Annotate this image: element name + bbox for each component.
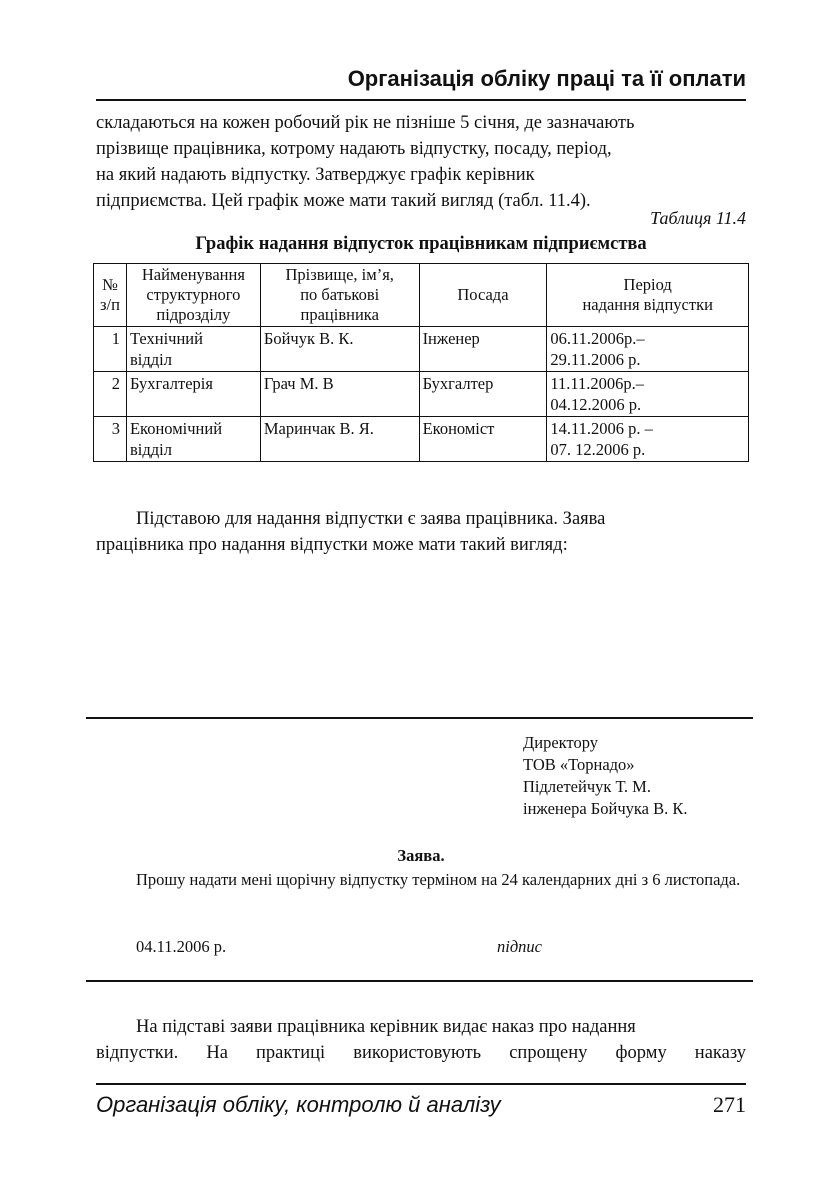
cell-position: Бухгалтер bbox=[419, 372, 547, 417]
cell-line: 11.11.2006р.– bbox=[550, 374, 645, 393]
header-position bbox=[419, 264, 547, 327]
cell-line: 07. 12.2006 р. bbox=[550, 440, 646, 459]
header-num bbox=[94, 264, 127, 327]
text-line: складаються на кожен робочий рік не пізніше 5 січня, де зазначають bbox=[96, 113, 635, 133]
application-title: Заява. bbox=[397, 846, 445, 865]
application-addressee bbox=[523, 732, 687, 820]
cell-unit bbox=[126, 327, 260, 372]
header-line: структурного bbox=[146, 285, 241, 304]
cell-line: відділ bbox=[129, 440, 172, 459]
cell-position: Економіст bbox=[419, 417, 547, 462]
header-line: підрозділу bbox=[156, 305, 231, 324]
cell-line: 29.11.2006 р. bbox=[550, 350, 641, 369]
cell-unit bbox=[126, 417, 260, 462]
cell-line: Бухгалтерія bbox=[129, 374, 213, 393]
cell-line: Технічний bbox=[129, 329, 203, 348]
header-line: Період bbox=[623, 275, 672, 294]
header-line: Посада bbox=[457, 285, 509, 304]
page-number: 271 bbox=[713, 1092, 746, 1117]
cell-period bbox=[547, 327, 749, 372]
running-footer: Організація обліку, контролю й аналізу bbox=[96, 1092, 501, 1117]
cell-num: 2 bbox=[94, 372, 127, 417]
header-line: з/п bbox=[100, 295, 120, 314]
text-line: працівника про надання відпустки може мати такий вигляд: bbox=[96, 535, 568, 555]
cell-name: Маринчак В. Я. bbox=[260, 417, 419, 462]
basis-paragraph bbox=[96, 506, 746, 558]
cell-unit bbox=[126, 372, 260, 417]
cell-line: відділ bbox=[129, 350, 172, 369]
header-line: № bbox=[102, 275, 118, 294]
table-row bbox=[94, 417, 749, 462]
cell-name: Грач М. В bbox=[260, 372, 419, 417]
text-line: відпустки. На практиці використовують спрощену форму наказу bbox=[96, 1043, 746, 1063]
cell-num: 3 bbox=[94, 417, 127, 462]
header-line: Найменування bbox=[141, 265, 245, 284]
cell-num: 1 bbox=[94, 327, 127, 372]
closing-paragraph bbox=[96, 1014, 746, 1066]
table-title: Графік надання відпусток працівникам підприємства bbox=[195, 234, 647, 254]
addressee-line: інженера Бойчука В. К. bbox=[523, 799, 688, 818]
addressee-line: ТОВ «Торнадо» bbox=[523, 755, 635, 774]
cell-period bbox=[547, 417, 749, 462]
text-line: підприємства. Цей графік може мати такий вигляд (табл. 11.4). bbox=[96, 191, 591, 211]
text-line: прізвище працівника, котрому надають відпустку, посаду, період, bbox=[96, 139, 612, 159]
cell-position: Інженер bbox=[419, 327, 547, 372]
header-line: надання відпустки bbox=[582, 295, 713, 314]
header-period bbox=[547, 264, 749, 327]
text-line: на який надають відпустку. Затверджує графік керівник bbox=[96, 165, 535, 185]
header-name bbox=[260, 264, 419, 327]
addressee-line: Підлетейчук Т. М. bbox=[523, 777, 651, 796]
table-label: Таблиця 11.4 bbox=[650, 208, 746, 228]
application-signature: підпис bbox=[497, 937, 543, 956]
cell-period bbox=[547, 372, 749, 417]
footer-rule bbox=[96, 1083, 746, 1085]
table-row bbox=[94, 327, 749, 372]
table-header-row bbox=[94, 264, 749, 327]
addressee-line: Директору bbox=[523, 733, 598, 752]
table-row bbox=[94, 372, 749, 417]
vacation-schedule-table bbox=[93, 263, 749, 462]
cell-line: Економічний bbox=[129, 419, 223, 438]
cell-line: 14.11.2006 р. – bbox=[550, 419, 653, 438]
application-top-rule bbox=[86, 717, 753, 719]
text-line: На підставі заяви працівника керівник видає наказ про надання bbox=[136, 1017, 636, 1037]
running-header: Організація обліку праці та її оплати bbox=[347, 66, 746, 91]
header-unit bbox=[126, 264, 260, 327]
application-text: Прошу надати мені щорічну відпустку терміном на 24 календарних дні з 6 листопада. bbox=[136, 870, 741, 889]
text-line: Підставою для надання відпустки є заява працівника. Заява bbox=[136, 509, 606, 529]
application-bottom-rule bbox=[86, 980, 753, 982]
header-rule bbox=[96, 99, 746, 101]
intro-paragraph bbox=[96, 110, 746, 214]
application-date: 04.11.2006 р. bbox=[136, 937, 227, 956]
header-line: по батькові bbox=[300, 285, 380, 304]
header-line: працівника bbox=[300, 305, 379, 324]
cell-name: Бойчук В. К. bbox=[260, 327, 419, 372]
header-line: Прізвище, ім’я, bbox=[285, 265, 394, 284]
cell-line: 04.12.2006 р. bbox=[550, 395, 642, 414]
cell-line: 06.11.2006р.– bbox=[550, 329, 645, 348]
